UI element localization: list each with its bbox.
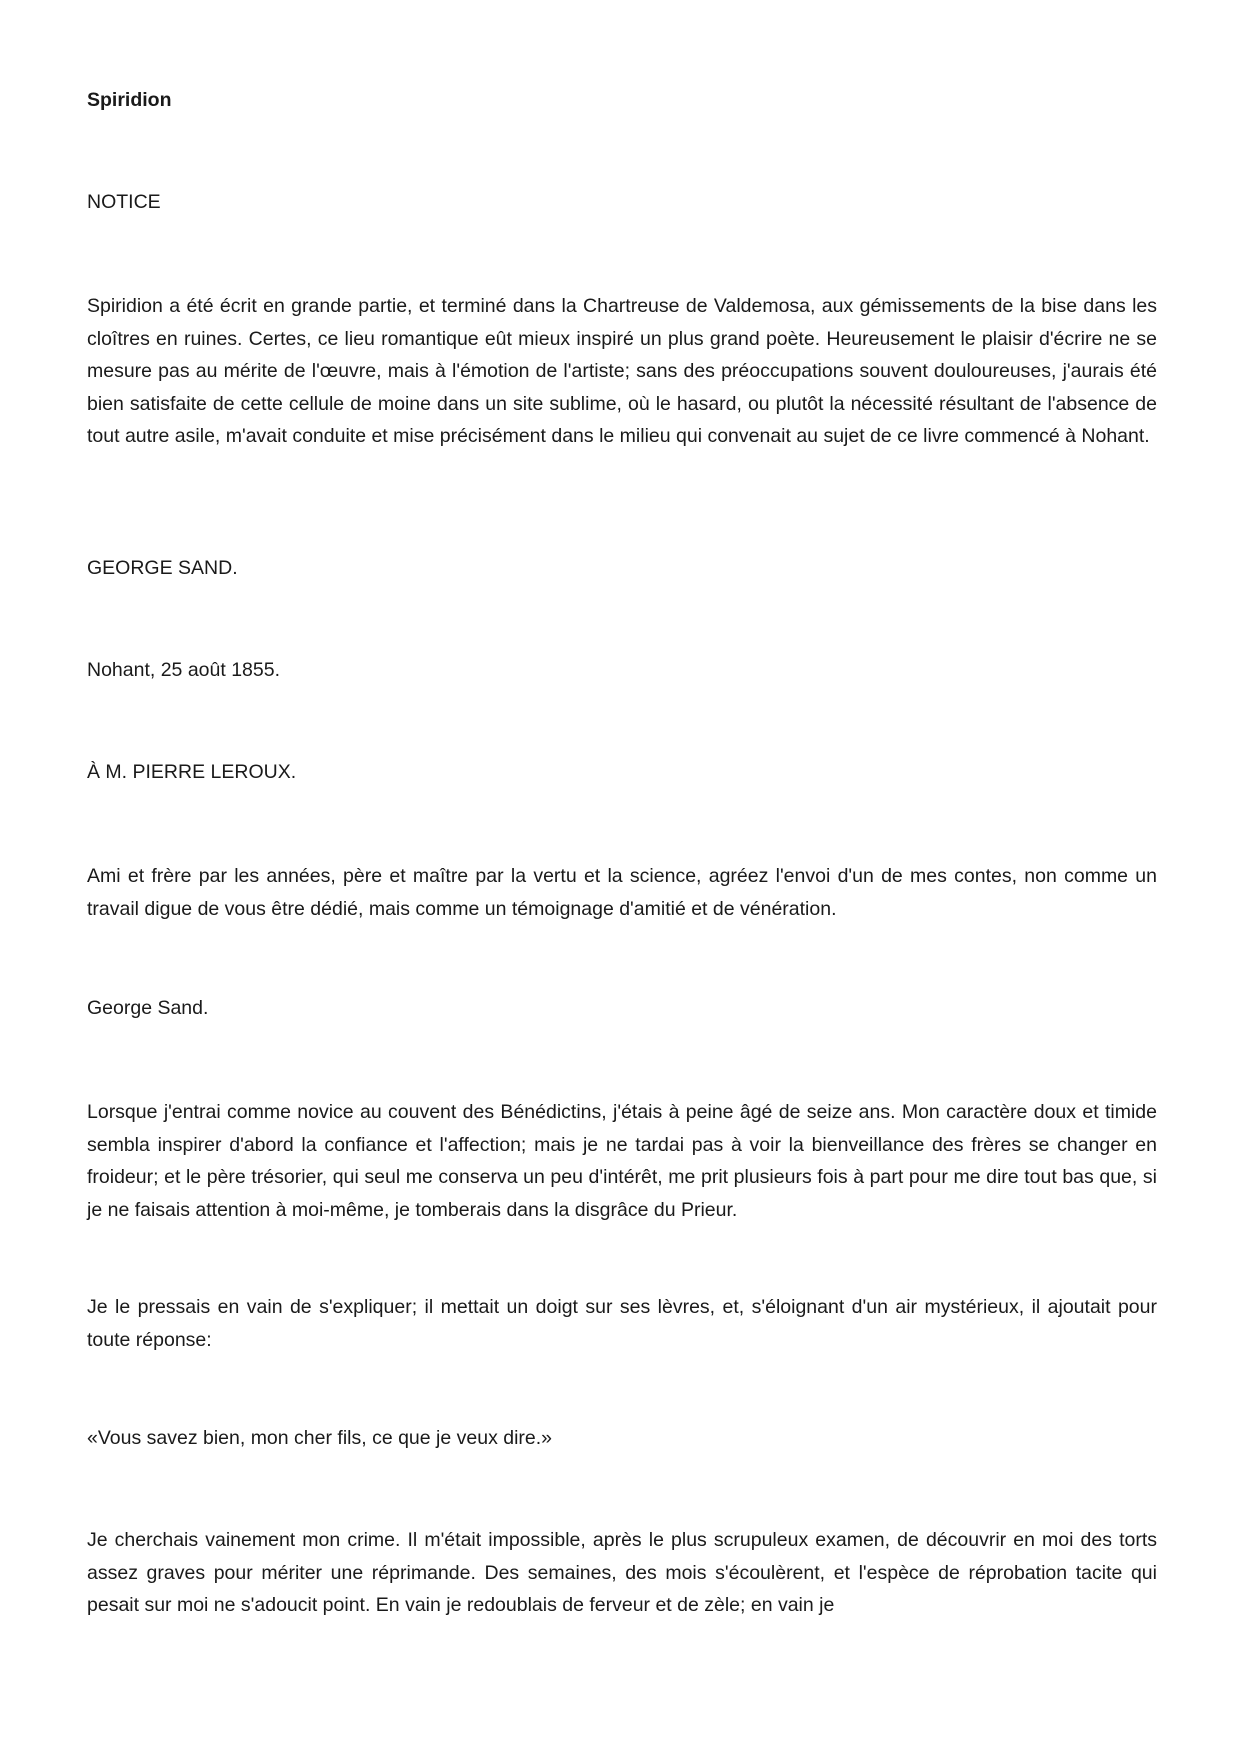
body-paragraph-3: Je cherchais vainement mon crime. Il m'était impossible, après le plus scrupuleux examen, de découvrir en moi des torts assez graves pour mériter une réprimande. Des semaines, des mois s'écoulèrent, et l'espèce de réprobation tacite qui pesait sur moi ne s'adoucit point. En vain je redoublais de ferveur et de zèle; en vain je [87,1529,1157,1616]
quote: «Vous savez bien, mon cher fils, ce que je veux dire.» [87,1427,553,1449]
signature: George Sand. [87,997,209,1019]
dedication-paragraph: Ami et frère par les années, père et maître par la vertu et la science, agréez l'envoi d'un de mes contes, non comme un travail digue de vous être dédié, mais comme un témoignage d'amitié et de vénération. [87,865,1157,920]
body-paragraph-1: Lorsque j'entrai comme novice au couvent des Bénédictins, j'étais à peine âgé de seize ans. Mon caractère doux et timide sembla inspirer d'abord la confiance et l'affection; mais je ne tardai pas à voir la bienveillance des frères se changer en froideur; et le père trésorier, qui seul me conserva un peu d'intérêt, me prit plusieurs fois à part pour me dire tout bas que, si je ne faisais attention à moi-même, je tomberais dans la disgrâce du Prieur. [87,1101,1157,1221]
body-paragraph-2: Je le pressais en vain de s'expliquer; il mettait un doigt sur ses lèvres, et, s'éloignant d'un air mystérieux, il ajoutait pour toute réponse: [87,1296,1157,1351]
dedication-heading: À M. PIERRE LEROUX. [87,761,297,783]
notice-paragraph: Spiridion a été écrit en grande partie, et terminé dans la Chartreuse de Valdemosa, aux gémissements de la bise dans les cloîtres en ruines. Certes, ce lieu romantique eût mieux inspiré un plus grand poète. Heureusement le plaisir d'écrire ne se mesure pas au mérite de l'œuvre, mais à l'émotion de l'artiste; sans des préoccupations souvent douloureuses, j'aurais été bien satisfaite de cette cellule de moine dans un site sublime, où le hasard, ou plutôt la nécessité résultant de l'absence de tout autre asile, m'avait conduite et mise précisément dans le milieu qui convenait au sujet de ce livre commencé à Nohant. [87,295,1157,447]
signature-caps: GEORGE SAND. [87,557,238,579]
document-title: Spiridion [87,89,172,111]
notice-heading: NOTICE [87,191,161,213]
place-date: Nohant, 25 août 1855. [87,659,280,681]
